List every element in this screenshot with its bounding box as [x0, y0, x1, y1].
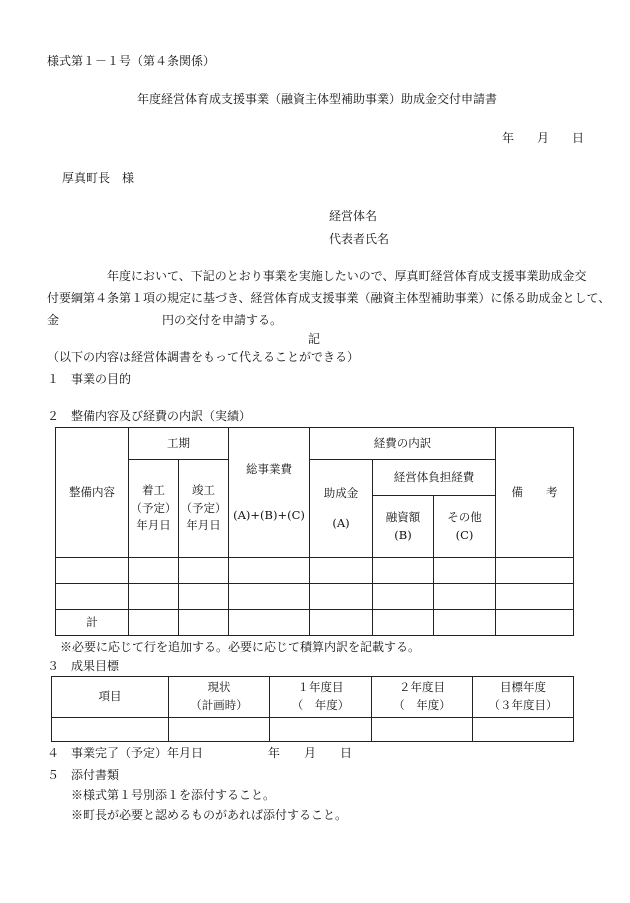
subsidy-code: (A)	[332, 515, 350, 530]
col-header-subsidy	[310, 460, 373, 558]
table-cell[interactable]	[52, 718, 169, 742]
total-label: 総事業費	[246, 461, 292, 476]
paragraph-line-3-suffix: 円の交付を申請する。	[162, 313, 283, 327]
addressee: 厚真町長 様	[62, 171, 135, 185]
other-label: その他	[447, 509, 482, 524]
table-cell[interactable]	[310, 610, 373, 636]
total-row-label: 計	[56, 610, 129, 636]
substitute-note: （以下の内容は経営体調書をもって代えることができる）	[47, 350, 360, 364]
loan-code: (B)	[394, 527, 412, 542]
year2-line-2: （ 年度）	[393, 698, 451, 712]
attachment-item-2: ※町長が必要と認めるものがあれば添付すること。	[71, 808, 348, 822]
table-row	[52, 718, 574, 742]
table-cell[interactable]	[270, 718, 372, 742]
table-row	[56, 558, 574, 584]
table-row	[56, 584, 574, 610]
form-number: 様式第１－１号（第４条関係）	[47, 54, 216, 68]
table-cell[interactable]	[229, 584, 310, 610]
target-line-1: 目標年度	[500, 680, 546, 695]
subsidy-label: 助成金	[323, 485, 359, 500]
table-cell[interactable]	[229, 610, 310, 636]
end-line-1: 竣工	[192, 482, 215, 497]
attachment-item-1: ※様式第１号別添１を添付すること。	[71, 788, 276, 802]
table-cell[interactable]	[310, 584, 373, 610]
completion-year: 年	[268, 746, 281, 760]
col-header-burden: 経営体負担経費	[373, 460, 496, 496]
paragraph-line-1: 年度において、下記のとおり事業を実施したいので、厚真町経営体育成支援事業助成金交	[107, 269, 587, 283]
col-header-other	[434, 496, 496, 558]
document-title: 年度経営体育成支援事業（融資主体型補助事業）助成金交付申請書	[137, 92, 498, 106]
col-header-start	[129, 460, 179, 558]
table-cell[interactable]	[56, 584, 129, 610]
col-header-total	[229, 428, 310, 558]
col-header-item: 項目	[52, 677, 169, 718]
current-line-2: （計画時）	[190, 698, 248, 712]
col-header-year2	[372, 677, 473, 718]
year1-line-2: （ 年度）	[291, 698, 350, 712]
section-4-heading: ４ 事業完了（予定）年月日	[47, 746, 204, 760]
completion-day: 日	[340, 746, 353, 760]
table-cell[interactable]	[229, 558, 310, 584]
table-cell[interactable]	[372, 718, 473, 742]
date-day: 日	[572, 131, 585, 145]
col-header-year1	[270, 677, 372, 718]
end-line-2: （予定）	[180, 500, 227, 515]
table-cell[interactable]	[129, 558, 179, 584]
start-line-1: 着工	[142, 482, 165, 497]
table-cell[interactable]	[129, 610, 179, 636]
table-cell[interactable]	[179, 558, 229, 584]
table-cell[interactable]	[373, 584, 434, 610]
table-cell[interactable]	[129, 584, 179, 610]
other-code: (C)	[455, 527, 474, 542]
loan-label: 融資額	[385, 509, 421, 524]
col-header-remarks: 備 考	[496, 428, 574, 558]
table-total-row	[56, 610, 574, 636]
completion-month: 月	[304, 746, 317, 760]
col-header-loan	[373, 496, 434, 558]
table-cell[interactable]	[169, 718, 270, 742]
expense-table	[55, 427, 574, 636]
current-line-1: 現状	[207, 680, 231, 695]
table-cell[interactable]	[373, 610, 434, 636]
applicant-name-label: 経営体名	[329, 209, 378, 223]
year2-line-1: ２年度目	[399, 680, 445, 695]
target-table	[51, 676, 574, 742]
end-line-3: 年月日	[186, 518, 221, 533]
date-year: 年	[502, 131, 515, 145]
col-header-end	[179, 460, 229, 558]
table-cell[interactable]	[496, 584, 574, 610]
target-line-2: （３年度目）	[488, 698, 558, 712]
section-5-heading: ５ 添付書類	[47, 768, 120, 782]
col-header-content: 整備内容	[56, 428, 129, 558]
col-header-target	[473, 677, 574, 718]
table-cell[interactable]	[434, 558, 496, 584]
section-2-note: ※必要に応じて行を追加する。必要に応じて積算内訳を記載する。	[60, 640, 421, 654]
section-2-heading: ２ 整備内容及び経費の内訳（実績）	[47, 409, 252, 423]
table-cell[interactable]	[473, 718, 574, 742]
col-header-current	[169, 677, 270, 718]
table-cell[interactable]	[179, 584, 229, 610]
col-header-period: 工期	[129, 428, 229, 460]
section-1-heading: １ 事業の目的	[47, 372, 132, 386]
section-3-heading: ３ 成果目標	[47, 659, 120, 673]
representative-label: 代表者氏名	[329, 232, 390, 246]
ki-heading: 記	[308, 332, 321, 346]
table-cell[interactable]	[496, 558, 574, 584]
col-header-breakdown: 経費の内訳	[310, 428, 496, 460]
paragraph-line-3-prefix: 金	[47, 313, 60, 327]
start-line-3: 年月日	[136, 518, 171, 533]
table-cell[interactable]	[434, 610, 496, 636]
year1-line-1: １年度目	[297, 680, 344, 695]
table-cell[interactable]	[56, 558, 129, 584]
table-cell[interactable]	[179, 610, 229, 636]
table-cell[interactable]	[310, 558, 373, 584]
table-cell[interactable]	[373, 558, 434, 584]
total-formula: (A)+(B)+(C)	[233, 507, 305, 522]
table-cell[interactable]	[496, 610, 574, 636]
table-cell[interactable]	[434, 584, 496, 610]
paragraph-line-2: 付要綱第４条第１項の規定に基づき、経営体育成支援事業（融資主体型補助事業）に係る助成金として、	[47, 291, 611, 305]
date-month: 月	[537, 131, 550, 145]
start-line-2: （予定）	[130, 500, 177, 515]
